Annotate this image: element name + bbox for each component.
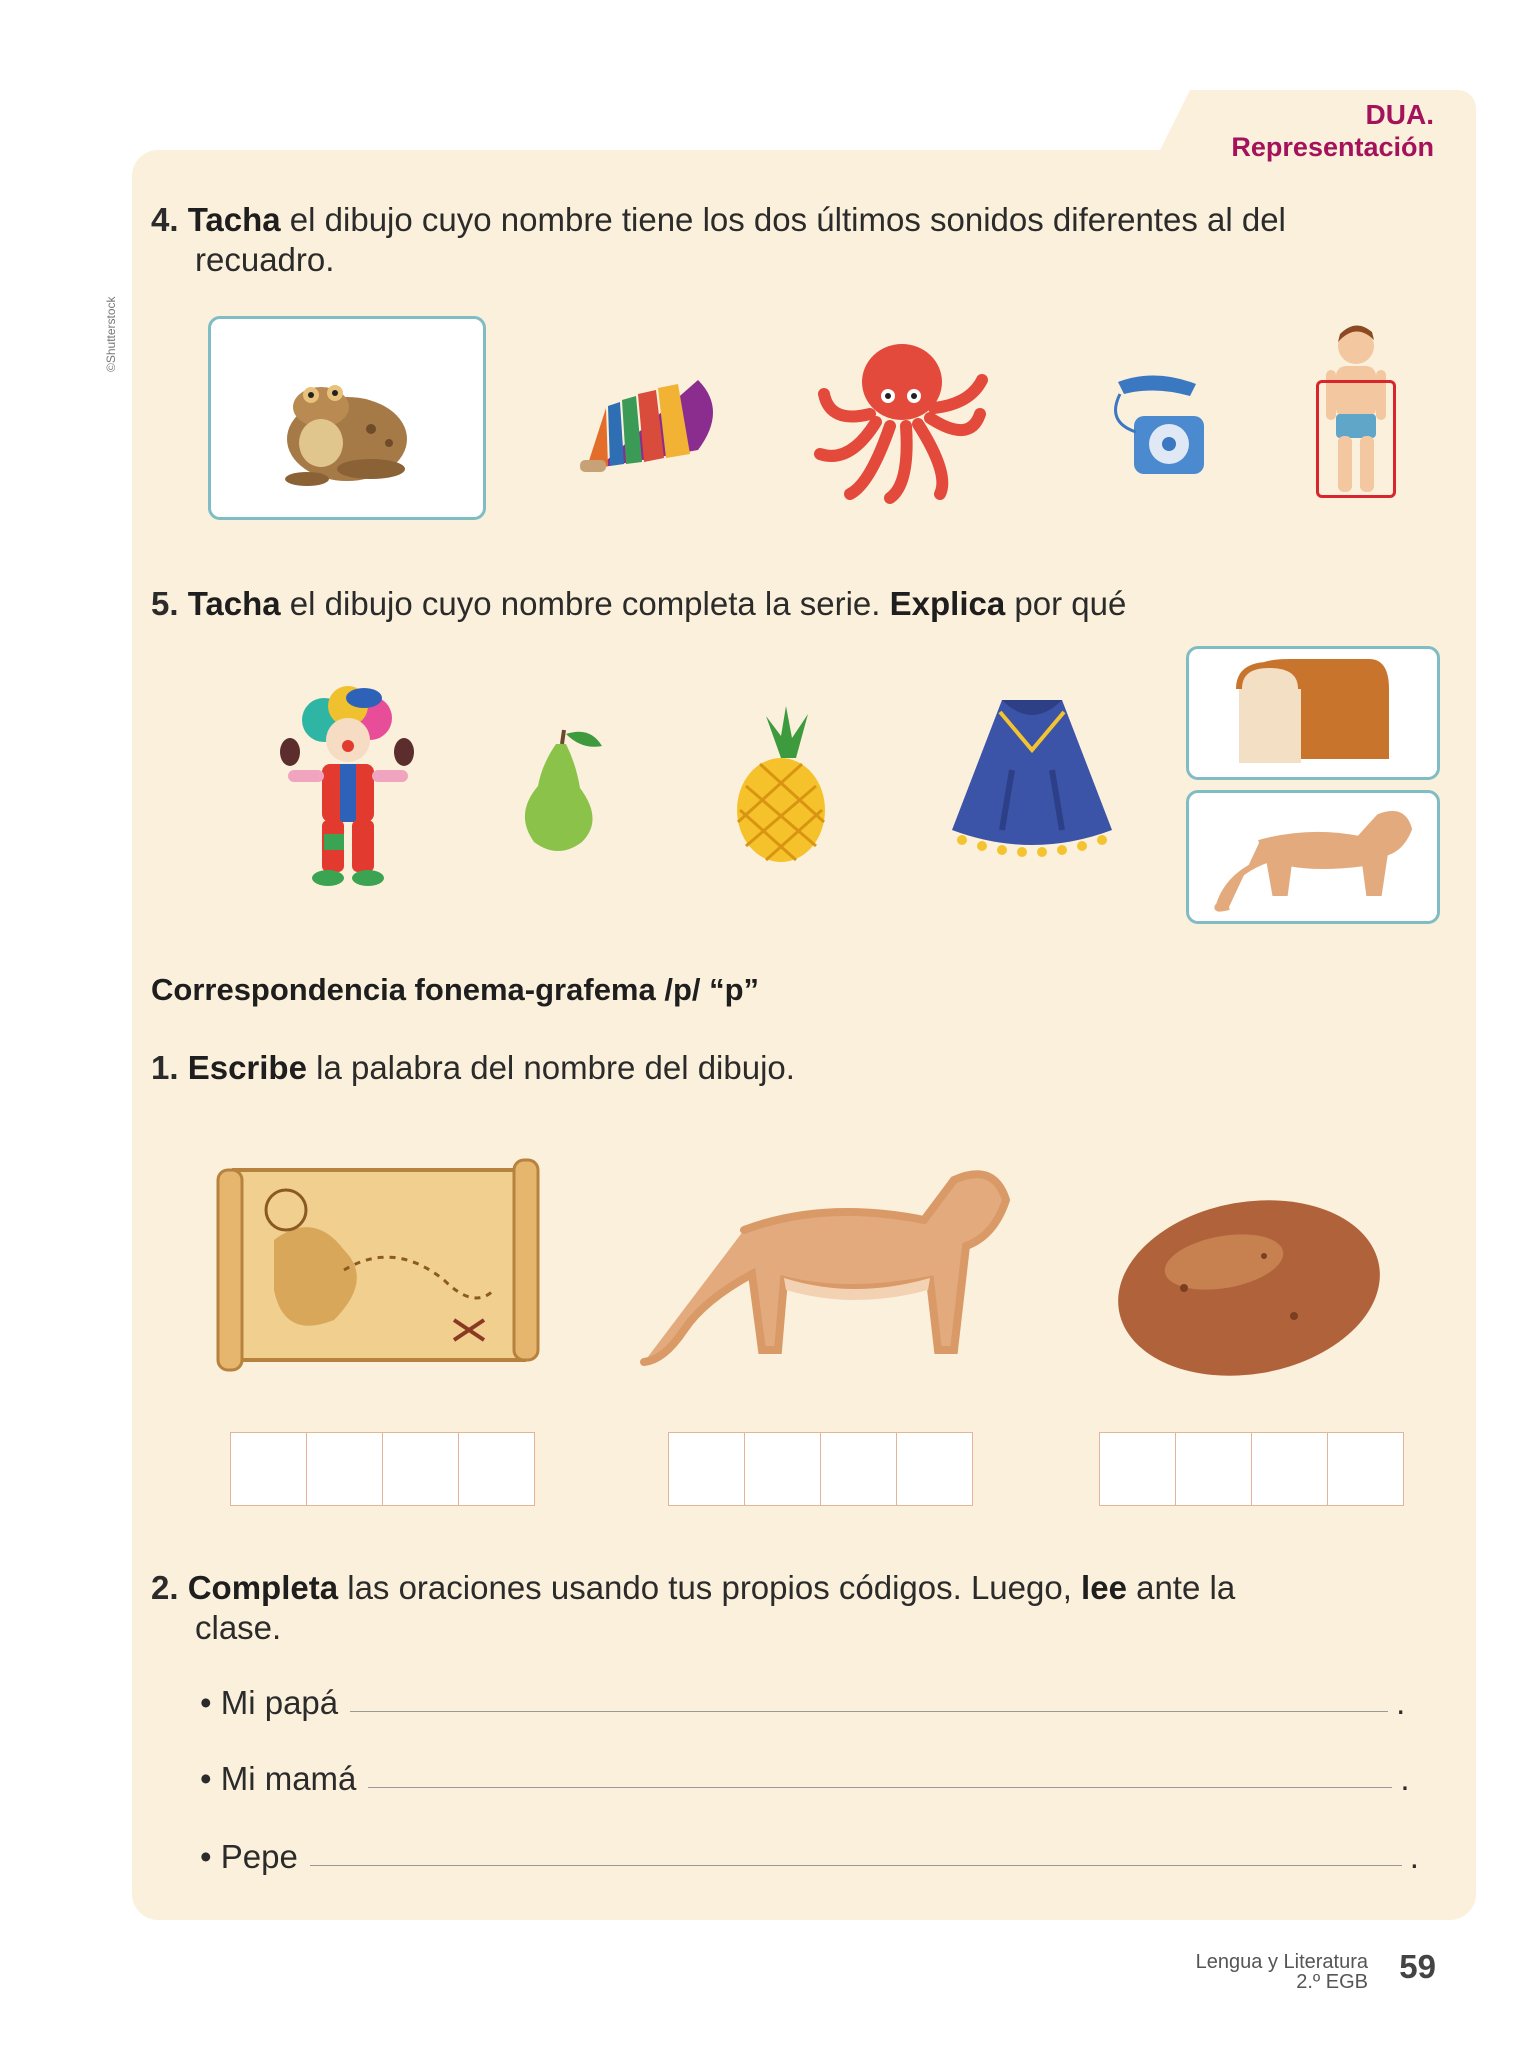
exercise-number: 1. [151, 1049, 179, 1086]
instruction-verb: Tacha [187, 585, 281, 622]
puma [634, 1150, 1014, 1380]
dua-subtitle: Representación [1231, 132, 1434, 162]
instruction-continuation: clase. [195, 1609, 282, 1646]
crossed-answer-frame [1316, 380, 1396, 498]
instruction-continuation: recuadro. [195, 241, 335, 278]
toad-icon [211, 319, 483, 517]
sentence-end: . [1396, 1684, 1406, 1721]
option-box-bread[interactable] [1186, 646, 1440, 780]
exercise-2 [151, 1568, 1451, 1648]
instruction-text: el dibujo cuyo nombre tiene los dos últimos sonidos diferentes al del [280, 201, 1286, 238]
pineapple-icon [726, 706, 836, 866]
letter-box[interactable] [459, 1433, 534, 1505]
letter-box[interactable] [1252, 1433, 1328, 1505]
subject-name: Lengua y Literatura [1195, 1951, 1368, 1973]
pear-icon [512, 724, 612, 854]
poncho[interactable] [942, 690, 1122, 870]
pineapple[interactable] [726, 706, 836, 866]
write-line[interactable] [310, 1864, 1402, 1866]
question-number: 4. [151, 201, 179, 238]
telephone-icon [1100, 372, 1210, 482]
sentence-label: • Mi mamá [200, 1760, 357, 1797]
letter-box[interactable] [897, 1433, 972, 1505]
letter-box[interactable] [1176, 1433, 1252, 1505]
letter-boxes-puma[interactable] [668, 1432, 973, 1506]
sentence-row [200, 1684, 1405, 1722]
bread-icon [1189, 649, 1437, 777]
octopus-icon [810, 334, 990, 504]
spinning-top-icon [578, 350, 728, 480]
treasure-map [214, 1150, 544, 1380]
instruction-verb: Escribe [187, 1049, 307, 1086]
letter-box[interactable] [1100, 1433, 1176, 1505]
letter-box[interactable] [307, 1433, 383, 1505]
reference-box-toad[interactable] [208, 316, 486, 520]
instruction-verb-2: lee [1081, 1569, 1127, 1606]
image-credit: ©Shutterstock [104, 296, 118, 372]
letter-box[interactable] [745, 1433, 821, 1505]
instruction-verb: Completa [187, 1569, 339, 1606]
instruction-verb: Tacha [187, 201, 281, 238]
write-line[interactable] [350, 1710, 1388, 1712]
sentence-row [200, 1838, 1419, 1876]
letter-boxes-potato[interactable] [1099, 1432, 1404, 1506]
page-number: 59 [1399, 1948, 1436, 1985]
puma-icon [634, 1150, 1014, 1380]
instruction-text: el dibujo cuyo nombre completa la serie. [280, 585, 890, 622]
letter-box[interactable] [383, 1433, 459, 1505]
letter-box[interactable] [231, 1433, 307, 1505]
sentence-label: • Mi papá [200, 1684, 339, 1721]
letter-box[interactable] [1328, 1433, 1403, 1505]
octopus[interactable] [810, 334, 990, 504]
clown-icon [272, 684, 422, 890]
grade-label: 2.º EGB [1296, 1971, 1368, 1993]
map-icon [214, 1150, 544, 1380]
question-number: 5. [151, 585, 179, 622]
sentence-end: . [1409, 1838, 1419, 1875]
spinning-top[interactable] [578, 350, 728, 480]
letter-box[interactable] [821, 1433, 897, 1505]
write-line[interactable] [368, 1786, 1392, 1788]
sentence-end: . [1400, 1760, 1410, 1797]
dua-label [1231, 98, 1434, 162]
pear[interactable] [512, 724, 612, 854]
potato-icon [1114, 1196, 1384, 1380]
question-4 [151, 200, 1451, 280]
instruction-text: la palabra del nombre del dibujo. [306, 1049, 795, 1086]
letter-boxes-map[interactable] [230, 1432, 535, 1506]
question-5 [151, 584, 1451, 624]
option-box-puma[interactable] [1186, 790, 1440, 924]
footer [1196, 1952, 1368, 1992]
instruction-verb-2: Explica [889, 585, 1006, 622]
instruction-text-2: ante la [1126, 1569, 1236, 1606]
sentence-row [200, 1760, 1410, 1798]
clown[interactable] [272, 684, 422, 890]
exercise-1 [151, 1048, 1451, 1088]
instruction-text: las oraciones usando tus propios códigos. Luego, [338, 1569, 1082, 1606]
poncho-icon [942, 690, 1122, 870]
potato [1114, 1196, 1384, 1380]
letter-box[interactable] [669, 1433, 745, 1505]
dua-title: DUA. [1365, 99, 1434, 130]
section-title: Correspondencia fonema-grafema /p/ “p” [151, 972, 760, 1007]
exercise-number: 2. [151, 1569, 179, 1606]
puma-icon [1189, 793, 1437, 921]
telephone[interactable] [1100, 372, 1210, 482]
instruction-text-2: por qué [1005, 585, 1127, 622]
sentence-label: • Pepe [200, 1838, 298, 1875]
